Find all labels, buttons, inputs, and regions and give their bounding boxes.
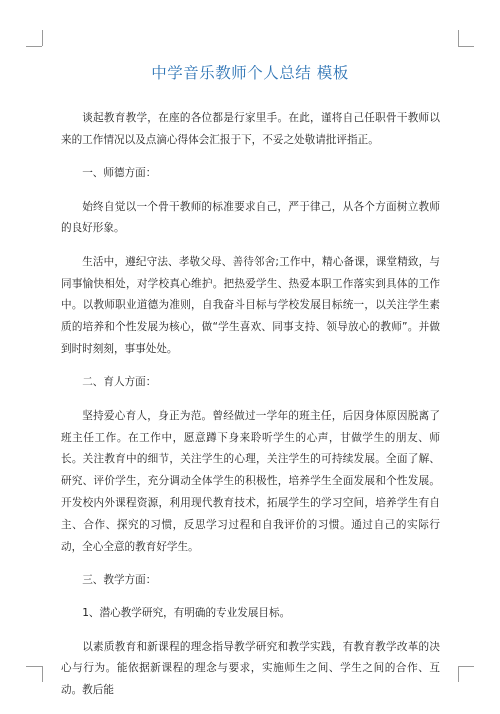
list-item: 1、潜心教学研究，有明确的专业发展目标。 <box>82 607 291 620</box>
paragraph: 始终自觉以一个骨干教师的标准要求自己，严于律己，从各个方面树立教师的良好形象。 <box>61 200 440 235</box>
crop-mark-bottom-left <box>42 666 43 682</box>
paragraph-intro: 谈起教育教学，在座的各位都是行家里手。在此，谨将自己任职骨干教师以来的工作情况以及点滴心得体会汇报于下，不妥之处敬请批评指正。 <box>61 112 440 146</box>
section-heading-education: 二、育人方面： <box>82 376 157 389</box>
crop-mark-top-right <box>458 30 459 46</box>
crop-mark-top-right <box>458 46 474 47</box>
paragraph: 坚持爱心育人，身正为范。曾经做过一学年的班主任，后因身体原因脱离了班主任工作。在工作中，愿意蹲下身来聆听学生的心声，甘做学生的朋友、师长。关注教育中的细节，关注学生的心理，关注学生的可持续发展。全面了解、研究、评价学生，充分调动全体学生的积极性，培养学生全面发展和个性发展。开发校内外课程资源，利用现代教育技术，拓展学生的学习空间，培养学生有自主、合作、探究的习惯，反思学习过程和自我评价的习惯。通过自己的实际行动，全心全意的教育好学生。 <box>61 409 440 553</box>
document-body <box>61 108 440 714</box>
crop-mark-bottom-left <box>26 666 42 667</box>
paragraph: 以素质教育和新课程的理念指导教学研究和教学实践，有教育教学改革的决心与行为。能依据新课程的理念与要求，实施师生之间、学生之间的合作、互动。教后能 <box>61 640 440 697</box>
crop-mark-bottom-right <box>458 666 474 667</box>
crop-mark-top-left <box>26 46 42 47</box>
paragraph: 生活中，遵纪守法、孝敬父母、善待邻舍;工作中，精心备课，课堂精致，与同事愉快相处，对学校真心维护。把热爱学生、热爱本职工作落实到具体的工作中。以教师职业道德为准则，自我奋斗目标与学校发展目标统一，以关注学生素质的培养和个性发展为核心，做“学生喜欢、同事支持、领导放心的教师”。并做到时时刻刻，事事处处。 <box>61 255 440 355</box>
section-heading-ethics: 一、师德方面： <box>82 167 157 180</box>
crop-mark-top-left <box>42 30 43 46</box>
document-title: 中学音乐教师个人总结 模板 <box>151 64 349 82</box>
crop-mark-bottom-right <box>458 666 459 682</box>
section-heading-teaching: 三、教学方面： <box>82 573 157 586</box>
